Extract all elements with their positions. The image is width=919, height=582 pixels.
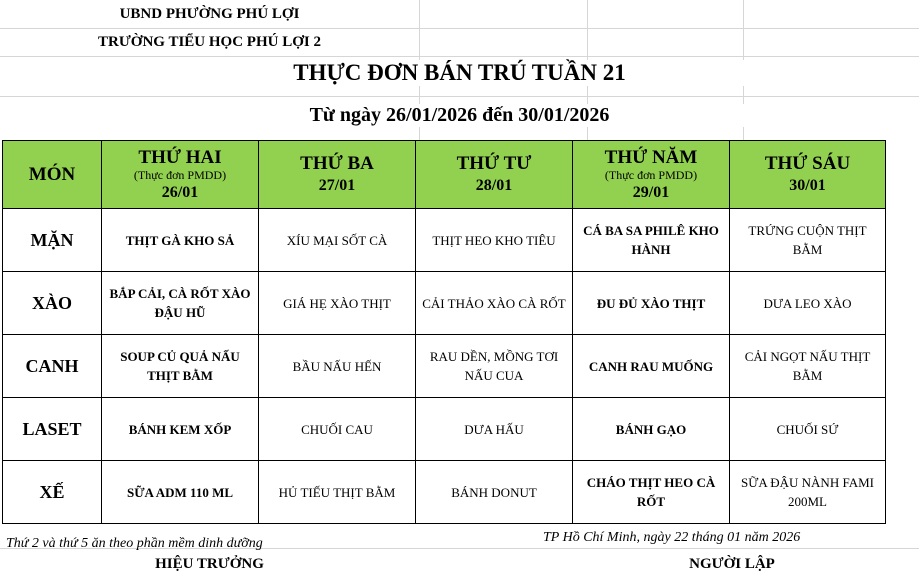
- menu-cell: XÍU MẠI SỐT CÀ: [259, 209, 416, 272]
- menu-cell: CẢI NGỌT NẤU THỊT BẰM: [730, 335, 886, 398]
- day-date: 28/01: [475, 177, 513, 194]
- header-row: [3, 141, 886, 209]
- day-name: THỨ SÁU: [764, 153, 851, 174]
- menu-cell: DƯA HẤU: [416, 398, 573, 461]
- signer-principal: HIỆU TRƯỞNG: [155, 556, 264, 572]
- day-name: THỨ HAI: [138, 146, 222, 168]
- corner-label: MÓN: [3, 141, 102, 209]
- day-name: THỨ BA: [300, 153, 374, 174]
- row-label: XẾ: [3, 461, 102, 524]
- school-name: TRƯỜNG TIỂU HỌC PHÚ LỢI 2: [98, 34, 321, 50]
- day-header: [573, 141, 730, 209]
- day-date: 26/01: [161, 183, 199, 201]
- day-note: (Thực đơn PMDD): [604, 167, 698, 182]
- table-row: [3, 398, 886, 461]
- day-date: 29/01: [632, 183, 670, 201]
- row-label: LASET: [3, 398, 102, 461]
- signer-preparer: NGƯỜI LẬP: [689, 556, 775, 572]
- footnote: Thứ 2 và thứ 5 ăn theo phần mềm dinh dưỡng: [6, 536, 263, 551]
- menu-cell: BÁNH GẠO: [573, 398, 730, 461]
- menu-table: [2, 140, 886, 524]
- day-header: [259, 141, 416, 209]
- day-date: 27/01: [318, 177, 356, 194]
- menu-cell: SỮA ĐẬU NÀNH FAMI 200ML: [730, 461, 886, 524]
- day-name: THỨ TƯ: [456, 153, 532, 174]
- menu-title: THỰC ĐƠN BÁN TRÚ TUẦN 21: [0, 60, 919, 86]
- gridline: [0, 28, 919, 29]
- authority-name: UBND PHƯỜNG PHÚ LỢI: [119, 6, 300, 22]
- date-range: Từ ngày 26/01/2026 đến 30/01/2026: [0, 104, 919, 127]
- menu-cell: CANH RAU MUỐNG: [573, 335, 730, 398]
- row-label: CANH: [3, 335, 102, 398]
- gridline: [0, 56, 919, 57]
- menu-cell: SỮA ADM 110 ML: [102, 461, 259, 524]
- menu-cell: CÁ BA SA PHILÊ KHO HÀNH: [573, 209, 730, 272]
- row-label: XÀO: [3, 272, 102, 335]
- day-header: [102, 141, 259, 209]
- row-label: MẶN: [3, 209, 102, 272]
- menu-cell: BÁNH KEM XỐP: [102, 398, 259, 461]
- menu-cell: BẮP CẢI, CÀ RỐT XÀO ĐẬU HŨ: [102, 272, 259, 335]
- menu-cell: DƯA LEO XÀO: [730, 272, 886, 335]
- menu-cell: BẦU NẤU HẾN: [259, 335, 416, 398]
- menu-cell: CHÁO THỊT HEO CÀ RỐT: [573, 461, 730, 524]
- day-header: [416, 141, 573, 209]
- table-row: [3, 209, 886, 272]
- day-note: (Thực đơn PMDD): [133, 167, 227, 182]
- menu-cell: THỊT HEO KHO TIÊU: [416, 209, 573, 272]
- day-date: 30/01: [789, 177, 826, 194]
- menu-cell: ĐU ĐỦ XÀO THỊT: [573, 272, 730, 335]
- place-date: TP Hồ Chí Minh, ngày 22 tháng 01 năm 2026: [543, 530, 801, 545]
- menu-cell: CẢI THẢO XÀO CÀ RỐT: [416, 272, 573, 335]
- menu-cell: RAU DỀN, MỒNG TƠI NẤU CUA: [416, 335, 573, 398]
- gridline: [0, 96, 919, 97]
- menu-cell: GIÁ HẸ XÀO THỊT: [259, 272, 416, 335]
- menu-cell: CHUỐI CAU: [259, 398, 416, 461]
- table-row: [3, 272, 886, 335]
- menu-cell: BÁNH DONUT: [416, 461, 573, 524]
- menu-cell: TRỨNG CUỘN THỊT BẰM: [730, 209, 886, 272]
- menu-cell: SOUP CỦ QUẢ NẤU THỊT BẰM: [102, 335, 259, 398]
- menu-cell: CHUỐI SỨ: [730, 398, 886, 461]
- day-name: THỨ NĂM: [604, 146, 698, 168]
- menu-cell: THỊT GÀ KHO SẢ: [102, 209, 259, 272]
- menu-cell: HỦ TIẾU THỊT BẰM: [259, 461, 416, 524]
- table-row: [3, 461, 886, 524]
- day-header: [730, 141, 886, 209]
- table-row: [3, 335, 886, 398]
